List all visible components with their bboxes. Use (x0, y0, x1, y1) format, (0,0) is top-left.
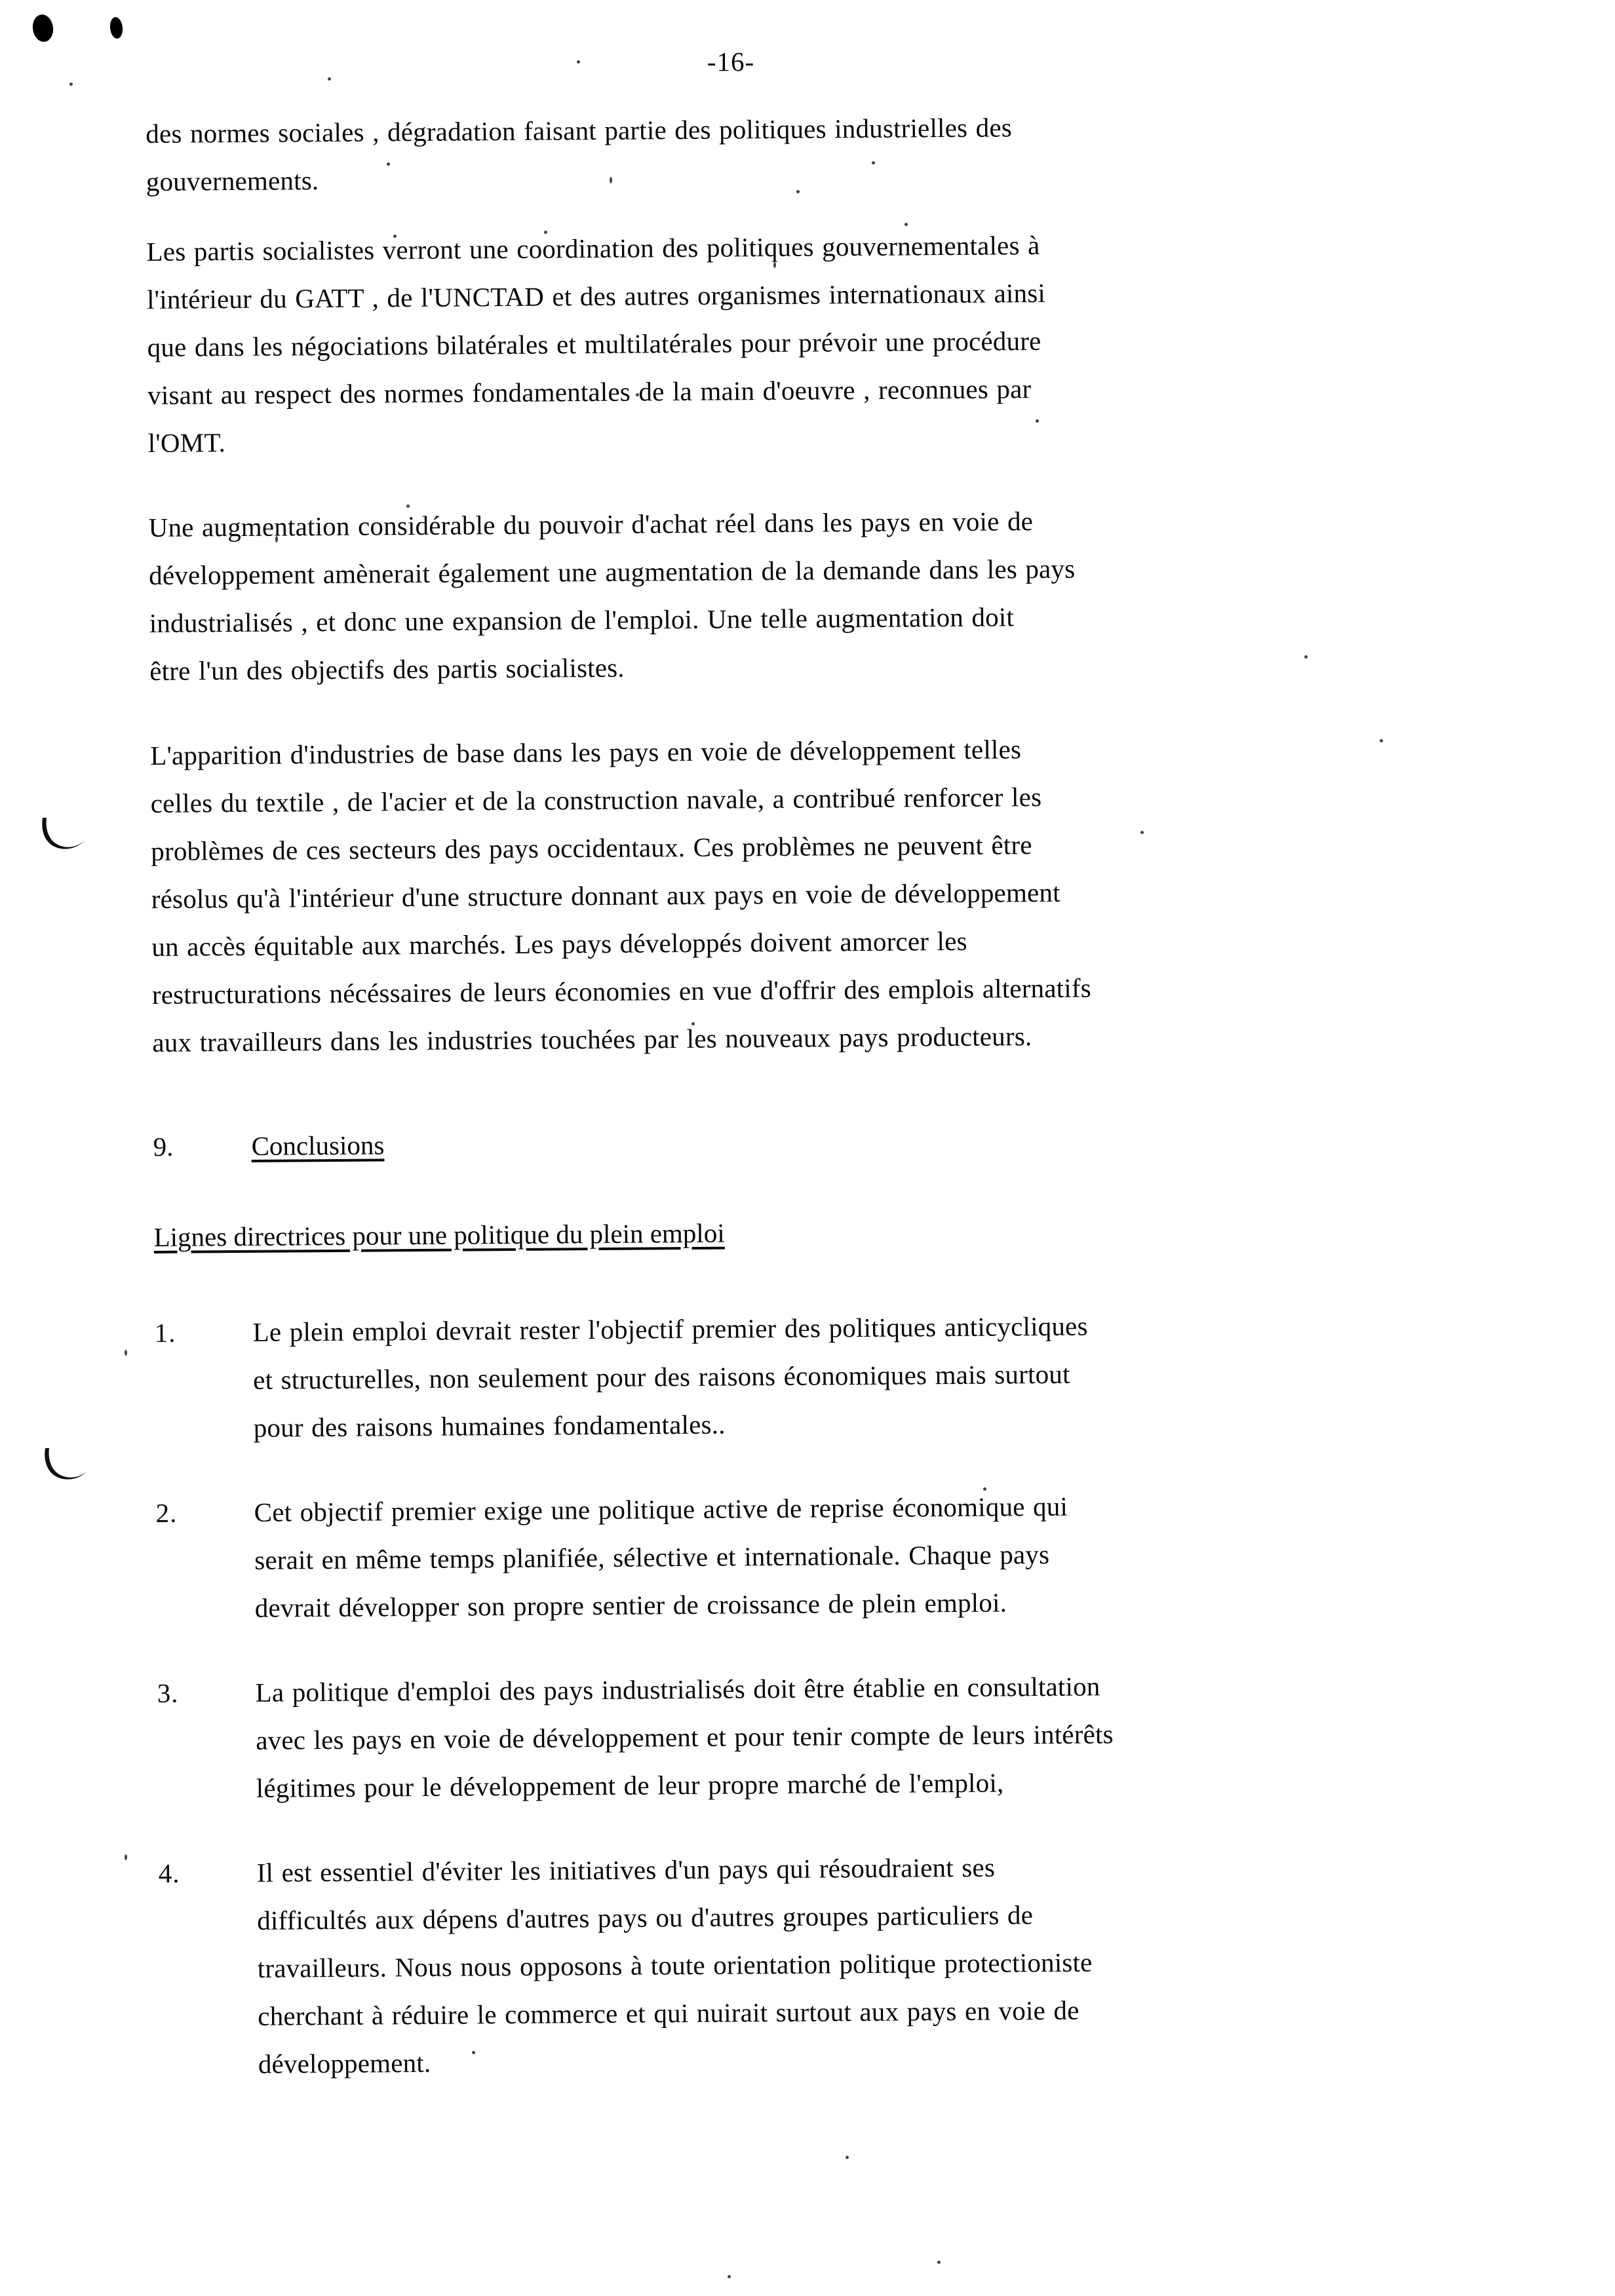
list-item (158, 1840, 1510, 2089)
ink-blob-icon (31, 13, 55, 43)
list-item-text: Il est essentiel d'éviter les initiatives d'un pays qui résoudraient ses difficultés aux dépens d'autres pays ou d'autres groupes particuliers de travailleurs. Nous nous opposons à toute orientation politique protectioniste cherchant à réduire le commerce et qui nuirait surtout aux pays en voie de développement. (256, 1852, 1093, 2079)
list-item-text: Le plein emploi devrait rester l'objectif premier des politiques anticycliques et structurelles, non seulement pour des raisons économiques mais surtout pour des raisons humaines fondamentales.. (252, 1311, 1088, 1443)
crescent-margin-mark-icon (38, 816, 89, 854)
list-item (155, 1480, 1507, 1633)
page-number: -16- (707, 47, 755, 77)
section-heading (153, 1117, 1503, 1166)
scan-speck (328, 77, 331, 81)
list-item (157, 1660, 1508, 1813)
list-item (154, 1299, 1506, 1453)
list-item-number: 3. (157, 1677, 179, 1708)
numbered-list (154, 1299, 1510, 2089)
scan-speck (69, 83, 73, 86)
scan-speck (125, 1350, 127, 1356)
paragraph: Une augmentation considérable du pouvoir d'achat réel dans les pays en voie de développement amènerait également une augmentation de la demande dans les pays industrialisés , et donc une expansion de l'emploi. Une telle augmentation doit être l'un des objectifs des partis socialistes. (148, 506, 1076, 686)
subheading-wrapper (153, 1208, 1504, 1309)
paragraph: L'apparition d'industries de base dans les pays en voie de développement telles celles du textile , de l'acier et de la construction navale, a contribué renforcer les problèmes de ces secteurs des pays occidentaux. Ces problèmes ne peuvent être résolus qu'à l'intérieur d'une structure donnant aux pays en voie de développement un accès équitable aux marchés. Les pays développés doivent amorcer les restructurations nécéssaires de leurs économies en vue d'offrir des emplois alternatifs aux travailleurs dans les industries touchées par les nouveaux pays producteurs. (150, 734, 1092, 1058)
list-item-text: La politique d'emploi des pays industrialisés doit être établie en consultation avec les pays en voie de développement et pour tenir compte de leurs intérêts légitimes pour le développement de leur propre marché de l'emploi, (255, 1671, 1114, 1803)
document-body (146, 100, 1510, 2126)
list-item-number: 2. (155, 1497, 178, 1528)
list-item-number: 4. (158, 1858, 180, 1888)
scan-speck (728, 2275, 731, 2278)
scan-speck (125, 1854, 127, 1860)
paragraph: Les partis socialistes verront une coordination des politiques gouvernementales à l'intérieur du GATT , de l'UNCTAD et des autres organismes internationaux ainsi que dans les négociations bilatérales et multilatérales pour prévoir une procédure visant au respect des normes fondamentales de la main d'oeuvre , reconnues par l'OMT. (146, 230, 1046, 458)
ink-blob-icon (109, 16, 123, 39)
list-item-text: Cet objectif premier exige une politique active de reprise économique qui serait en même temps planifiée, sélective et internationale. Chaque pays devrait développer son propre sentier de croissance de plein emploi. (254, 1491, 1068, 1623)
section-title: Conclusions (251, 1130, 385, 1161)
scan-speck (937, 2261, 941, 2264)
subheading: Lignes directrices pour une politique du plein emploi (153, 1217, 725, 1252)
list-item-number: 1. (154, 1317, 176, 1348)
section-number: 9. (153, 1131, 174, 1162)
crescent-margin-mark-icon (41, 1447, 92, 1485)
scan-speck (846, 2156, 849, 2159)
paragraph: des normes sociales , dégradation faisant partie des politiques industrielles des gouvernements. (146, 112, 1013, 197)
